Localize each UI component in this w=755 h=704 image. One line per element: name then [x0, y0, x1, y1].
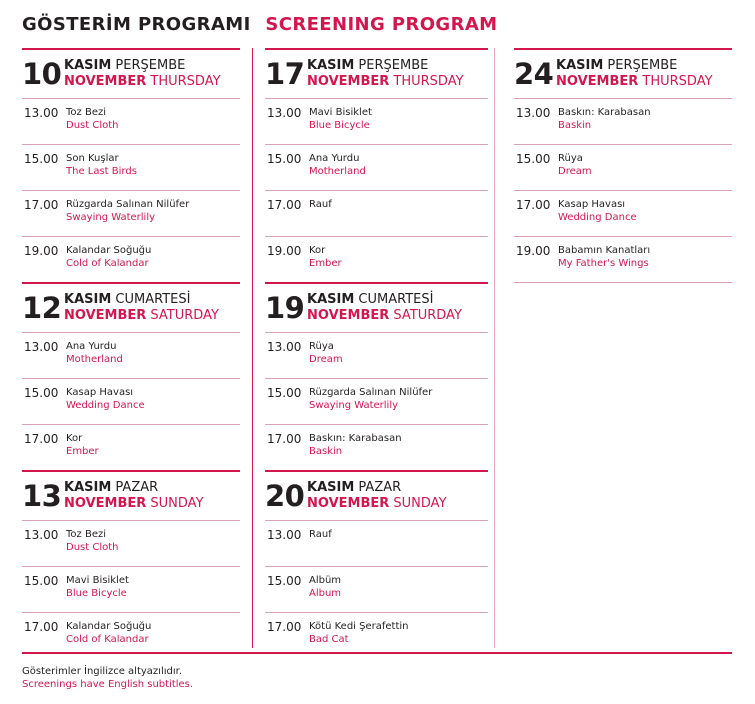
screening-time: 17.00: [24, 620, 59, 634]
date-english: NOVEMBER THURSDAY: [307, 74, 464, 89]
screening-time: 15.00: [24, 574, 59, 588]
film-title-tr: Toz Bezi: [66, 107, 106, 118]
film-title-tr: Rüya: [558, 153, 583, 164]
film-title-en: Dust Cloth: [66, 120, 119, 131]
film-title-en: Baskin: [558, 120, 592, 131]
date-header: [22, 48, 240, 98]
screening-row: [265, 332, 488, 378]
film-title-tr: Kasap Havası: [558, 199, 626, 210]
screening-time: 13.00: [24, 106, 59, 120]
block-end-rule: [514, 282, 732, 283]
column-divider: [494, 48, 495, 648]
film-title-en: Ember: [309, 258, 342, 269]
date-turkish: KASIM PERŞEMBE: [556, 58, 678, 73]
screening-time: 15.00: [516, 152, 551, 166]
screening-row: [265, 98, 488, 144]
schedule-column-3: [514, 48, 732, 283]
screening-time: 17.00: [267, 620, 302, 634]
film-title-tr: Mavi Bisiklet: [66, 575, 129, 586]
film-title-en: Cold of Kalandar: [66, 258, 149, 269]
screening-row: [22, 332, 240, 378]
screening-row: [265, 520, 488, 566]
date-header: [265, 282, 488, 332]
film-title-en: Baskin: [309, 446, 343, 457]
date-header: [22, 470, 240, 520]
film-title-tr: Toz Bezi: [66, 529, 106, 540]
date-english: NOVEMBER THURSDAY: [64, 74, 221, 89]
day-number: 24: [514, 57, 554, 91]
day-number: 13: [22, 479, 62, 513]
film-title-tr: Kor: [66, 433, 83, 444]
screening-time: 15.00: [267, 386, 302, 400]
date-turkish: KASIM CUMARTESİ: [307, 292, 434, 307]
film-title-tr: Mavi Bisiklet: [309, 107, 372, 118]
film-title-en: Dream: [558, 166, 592, 177]
film-title-tr: Son Kuşlar: [66, 153, 119, 164]
screening-time: 15.00: [267, 152, 302, 166]
screening-row: [22, 520, 240, 566]
screening-time: 17.00: [24, 198, 59, 212]
film-title-tr: Albüm: [309, 575, 342, 586]
screening-row: [22, 566, 240, 612]
date-english: NOVEMBER SUNDAY: [64, 496, 204, 511]
screening-row: [22, 378, 240, 424]
film-title-tr: Kalandar Soğuğu: [66, 621, 152, 632]
title-english: SCREENING PROGRAM: [265, 14, 498, 35]
film-title-en: My Father's Wings: [558, 258, 649, 269]
day-block-12: [22, 282, 240, 470]
screening-time: 19.00: [516, 244, 551, 258]
day-number: 10: [22, 57, 62, 91]
screening-time: 19.00: [267, 244, 302, 258]
screening-time: 13.00: [24, 528, 59, 542]
screening-row: [265, 378, 488, 424]
film-title-en: Blue Bicycle: [309, 120, 370, 131]
screening-row: [22, 236, 240, 282]
date-turkish: KASIM PAZAR: [307, 480, 402, 495]
screening-time: 17.00: [24, 432, 59, 446]
screening-time: 17.00: [267, 432, 302, 446]
screening-time: 13.00: [267, 528, 302, 542]
screening-row: [22, 98, 240, 144]
screening-time: 19.00: [24, 244, 59, 258]
date-english: NOVEMBER THURSDAY: [556, 74, 713, 89]
date-turkish: KASIM PERŞEMBE: [307, 58, 429, 73]
page-title: [22, 14, 498, 40]
screening-row: [22, 190, 240, 236]
film-title-en: Dream: [309, 354, 343, 365]
screening-row: [265, 144, 488, 190]
film-title-en: Motherland: [66, 354, 123, 365]
film-title-tr: Kasap Havası: [66, 387, 134, 398]
film-title-en: Cold of Kalandar: [66, 634, 149, 645]
date-header: [514, 48, 732, 98]
footer-note: [22, 665, 193, 691]
date-turkish: KASIM CUMARTESİ: [64, 292, 191, 307]
date-english: NOVEMBER SATURDAY: [64, 308, 219, 323]
screening-row: [22, 144, 240, 190]
day-block-13: [22, 470, 240, 658]
schedule-column-2: [265, 48, 488, 658]
date-header: [265, 48, 488, 98]
film-title-en: Swaying Waterlily: [309, 400, 399, 411]
film-title-tr: Rüzgarda Salınan Nilüfer: [66, 199, 190, 210]
title-turkish: GÖSTERİM PROGRAMI: [22, 14, 251, 35]
day-number: 12: [22, 291, 62, 325]
day-block-10: [22, 48, 240, 282]
screening-time: 15.00: [267, 574, 302, 588]
film-title-tr: Kalandar Soğuğu: [66, 245, 152, 256]
film-title-en: Wedding Dance: [66, 400, 145, 411]
date-english: NOVEMBER SATURDAY: [307, 308, 462, 323]
date-turkish: KASIM PERŞEMBE: [64, 58, 186, 73]
film-title-tr: Rüya: [309, 341, 334, 352]
film-title-tr: Ana Yurdu: [66, 341, 117, 352]
day-number: 20: [265, 479, 305, 513]
film-title-tr: Baskın: Karabasan: [558, 107, 651, 118]
film-title-tr: Baskın: Karabasan: [309, 433, 402, 444]
film-title-en: Ember: [66, 446, 99, 457]
film-title-en: Wedding Dance: [558, 212, 637, 223]
day-block-17: [265, 48, 488, 282]
film-title-tr: Kor: [309, 245, 326, 256]
screening-row: [265, 190, 488, 236]
screening-row: [22, 424, 240, 470]
film-title-en: Dust Cloth: [66, 542, 119, 553]
screening-time: 15.00: [24, 152, 59, 166]
screening-row: [265, 566, 488, 612]
screening-time: 17.00: [267, 198, 302, 212]
film-title-tr: Rüzgarda Salınan Nilüfer: [309, 387, 433, 398]
screening-time: 13.00: [267, 340, 302, 354]
day-number: 19: [265, 291, 305, 325]
film-title-tr: Rauf: [309, 529, 332, 540]
footer-divider: [22, 652, 732, 654]
day-block-24: [514, 48, 732, 283]
footer-note-english: Screenings have English subtitles.: [22, 679, 194, 690]
film-title-en: Bad Cat: [309, 634, 349, 645]
screening-time: 13.00: [24, 340, 59, 354]
screening-time: 17.00: [516, 198, 551, 212]
date-header: [265, 470, 488, 520]
day-number: 17: [265, 57, 305, 91]
film-title-tr: Rauf: [309, 199, 332, 210]
date-english: NOVEMBER SUNDAY: [307, 496, 447, 511]
film-title-en: Album: [309, 588, 342, 599]
column-divider: [252, 48, 253, 648]
film-title-tr: Babamın Kanatları: [558, 245, 651, 256]
day-block-20: [265, 470, 488, 658]
film-title-en: Swaying Waterlily: [66, 212, 156, 223]
date-turkish: KASIM PAZAR: [64, 480, 159, 495]
film-title-en: The Last Birds: [66, 166, 137, 177]
film-title-en: Motherland: [309, 166, 366, 177]
screening-row: [265, 236, 488, 282]
screening-time: 13.00: [267, 106, 302, 120]
film-title-tr: Kötü Kedi Şerafettin: [309, 621, 409, 632]
screening-time: 13.00: [516, 106, 551, 120]
film-title-en: Blue Bicycle: [66, 588, 127, 599]
screening-row: [514, 236, 732, 282]
date-header: [22, 282, 240, 332]
screening-row: [514, 190, 732, 236]
screening-row: [514, 144, 732, 190]
screening-row: [265, 424, 488, 470]
screening-row: [514, 98, 732, 144]
schedule-column-1: [22, 48, 240, 658]
footer-note-turkish: Gösterimler İngilizce altyazılıdır.: [22, 666, 183, 677]
screening-time: 15.00: [24, 386, 59, 400]
day-block-19: [265, 282, 488, 470]
film-title-tr: Ana Yurdu: [309, 153, 360, 164]
